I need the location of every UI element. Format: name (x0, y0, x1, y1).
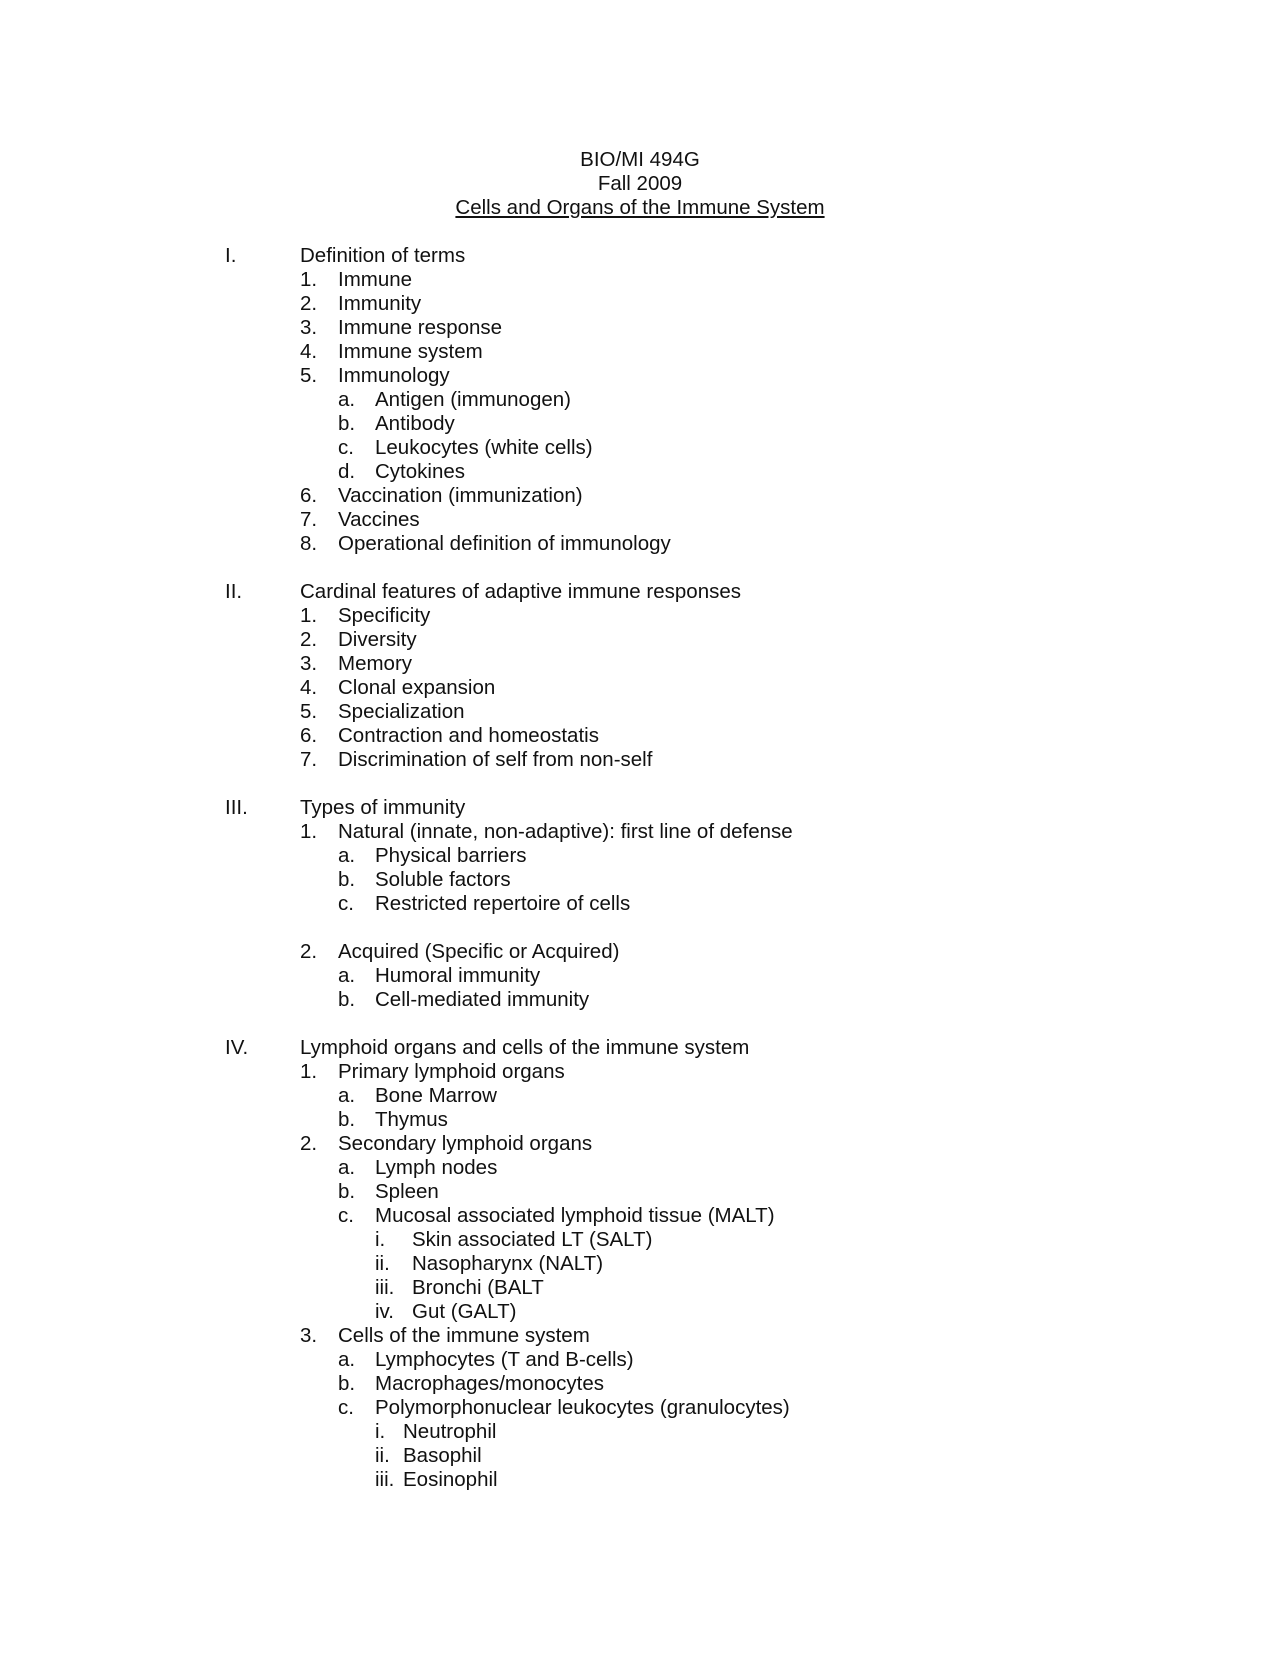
outline-subitem (0, 412, 1280, 436)
outline-subitem (0, 988, 1280, 1012)
list-marker: i. (375, 1420, 386, 1443)
outline-subsubitem (0, 1468, 1280, 1492)
list-text: Immune (338, 268, 413, 291)
outline-subitem (0, 1396, 1280, 1420)
list-text: Polymorphonuclear leukocytes (granulocytes) (375, 1396, 790, 1419)
list-marker: 8. (300, 532, 318, 555)
outline-item (0, 340, 1280, 364)
list-text: Immunity (338, 292, 422, 315)
list-text: Basophil (403, 1444, 482, 1467)
list-marker: a. (338, 1348, 356, 1371)
list-text: Vaccination (immunization) (338, 484, 583, 507)
outline-item (0, 700, 1280, 724)
course-code: BIO/MI 494G (580, 148, 700, 171)
list-marker: a. (338, 964, 356, 987)
outline-subitem (0, 388, 1280, 412)
outline-subitem (0, 1084, 1280, 1108)
outline-subitem (0, 1156, 1280, 1180)
list-marker: 2. (300, 292, 318, 315)
list-text: Natural (innate, non-adaptive): first line of defense (338, 820, 793, 843)
outline-item (0, 820, 1280, 844)
outline-item (0, 484, 1280, 508)
list-marker: b. (338, 412, 356, 435)
term: Fall 2009 (597, 172, 683, 195)
outline-subitem (0, 436, 1280, 460)
outline-subitem (0, 844, 1280, 868)
list-text: Mucosal associated lymphoid tissue (MALT) (375, 1204, 775, 1227)
list-marker: b. (338, 988, 356, 1011)
list-text: Secondary lymphoid organs (338, 1132, 593, 1155)
outline-subitem (0, 868, 1280, 892)
outline-subitem (0, 964, 1280, 988)
outline-item (0, 364, 1280, 388)
list-marker: IV. (225, 1036, 249, 1059)
outline-item (0, 532, 1280, 556)
list-marker: 1. (300, 1060, 318, 1083)
list-text: Immunology (338, 364, 450, 387)
section-heading (0, 580, 1280, 604)
list-text: Discrimination of self from non-self (338, 748, 653, 771)
outline-item (0, 652, 1280, 676)
blank-line (0, 772, 1280, 796)
section-heading (0, 1036, 1280, 1060)
list-marker: III. (225, 796, 248, 819)
section-heading (0, 244, 1280, 268)
outline-subitem (0, 892, 1280, 916)
list-marker: iii. (375, 1468, 395, 1491)
list-marker: 3. (300, 652, 318, 675)
outline-subitem (0, 1348, 1280, 1372)
list-text: Antibody (375, 412, 455, 435)
outline (0, 244, 1280, 1492)
document-title: Cells and Organs of the Immune System (455, 196, 825, 219)
list-marker: ii. (375, 1252, 390, 1275)
list-text: Leukocytes (white cells) (375, 436, 593, 459)
blank-line (0, 916, 1280, 940)
list-text: Neutrophil (403, 1420, 497, 1443)
list-marker: 1. (300, 820, 318, 843)
list-marker: a. (338, 388, 356, 411)
list-text: Specificity (338, 604, 431, 627)
list-text: Thymus (375, 1108, 448, 1131)
list-text: Cytokines (375, 460, 466, 483)
list-text: Physical barriers (375, 844, 527, 867)
outline-item (0, 724, 1280, 748)
blank-line (0, 556, 1280, 580)
list-marker: b. (338, 868, 356, 891)
list-marker: 1. (300, 268, 318, 291)
list-text: Types of immunity (300, 796, 466, 819)
list-marker: 6. (300, 724, 318, 747)
outline-subsubitem (0, 1444, 1280, 1468)
outline-item (0, 1060, 1280, 1084)
outline-item (0, 604, 1280, 628)
list-text: Definition of terms (300, 244, 466, 267)
list-marker: a. (338, 1084, 356, 1107)
list-marker: 1. (300, 604, 318, 627)
outline-item (0, 292, 1280, 316)
list-marker: 3. (300, 1324, 318, 1347)
list-marker: i. (375, 1228, 386, 1251)
outline-subsubitem (0, 1252, 1280, 1276)
list-marker: c. (338, 436, 354, 459)
list-text: Bone Marrow (375, 1084, 497, 1107)
list-text: Bronchi (BALT (412, 1276, 544, 1299)
list-marker: iv. (375, 1300, 394, 1323)
list-text: Humoral immunity (375, 964, 541, 987)
list-text: Skin associated LT (SALT) (412, 1228, 653, 1251)
blank-line (0, 1012, 1280, 1036)
list-text: Immune response (338, 316, 503, 339)
list-text: Specialization (338, 700, 465, 723)
list-marker: II. (225, 580, 243, 603)
list-marker: 2. (300, 1132, 318, 1155)
list-marker: 7. (300, 508, 318, 531)
outline-item (0, 676, 1280, 700)
outline-item (0, 316, 1280, 340)
list-marker: d. (338, 460, 356, 483)
list-marker: b. (338, 1180, 356, 1203)
list-marker: 3. (300, 316, 318, 339)
outline-subsubitem (0, 1300, 1280, 1324)
list-marker: ii. (375, 1444, 390, 1467)
list-text: Immune system (338, 340, 483, 363)
list-text: Lymphocytes (T and B-cells) (375, 1348, 634, 1371)
outline-subitem (0, 1204, 1280, 1228)
outline-subitem (0, 1108, 1280, 1132)
outline-item (0, 268, 1280, 292)
list-text: Nasopharynx (NALT) (412, 1252, 604, 1275)
list-text: Antigen (immunogen) (375, 388, 571, 411)
outline-subitem (0, 1180, 1280, 1204)
list-text: Acquired (Specific or Acquired) (338, 940, 620, 963)
outline-subitem (0, 1372, 1280, 1396)
list-text: Cells of the immune system (338, 1324, 590, 1347)
list-text: Cell-mediated immunity (375, 988, 590, 1011)
list-text: Eosinophil (403, 1468, 498, 1491)
list-text: Contraction and homeostatis (338, 724, 599, 747)
outline-subsubitem (0, 1276, 1280, 1300)
outline-subitem (0, 460, 1280, 484)
outline-item (0, 508, 1280, 532)
list-marker: 7. (300, 748, 318, 771)
document-header (0, 148, 1280, 220)
list-text: Lymphoid organs and cells of the immune system (300, 1036, 750, 1059)
list-marker: a. (338, 1156, 356, 1179)
outline-subsubitem (0, 1228, 1280, 1252)
list-text: Restricted repertoire of cells (375, 892, 631, 915)
outline-subsubitem (0, 1420, 1280, 1444)
list-text: Vaccines (338, 508, 420, 531)
list-marker: b. (338, 1372, 356, 1395)
list-text: Soluble factors (375, 868, 511, 891)
list-text: Spleen (375, 1180, 439, 1203)
list-marker: b. (338, 1108, 356, 1131)
outline-item (0, 940, 1280, 964)
list-marker: 5. (300, 364, 318, 387)
list-marker: 2. (300, 628, 318, 651)
outline-item (0, 628, 1280, 652)
list-marker: c. (338, 1204, 354, 1227)
list-marker: iii. (375, 1276, 395, 1299)
list-text: Primary lymphoid organs (338, 1060, 565, 1083)
list-text: Macrophages/monocytes (375, 1372, 605, 1395)
list-marker: 5. (300, 700, 318, 723)
list-text: Memory (338, 652, 413, 675)
list-text: Operational definition of immunology (338, 532, 671, 555)
list-marker: a. (338, 844, 356, 867)
list-marker: 4. (300, 676, 318, 699)
list-marker: 4. (300, 340, 318, 363)
list-marker: I. (225, 244, 237, 267)
outline-item (0, 1324, 1280, 1348)
outline-item (0, 748, 1280, 772)
list-marker: c. (338, 892, 354, 915)
list-text: Cardinal features of adaptive immune responses (300, 580, 741, 603)
list-text: Clonal expansion (338, 676, 496, 699)
outline-item (0, 1132, 1280, 1156)
list-text: Gut (GALT) (412, 1300, 517, 1323)
section-heading (0, 796, 1280, 820)
list-text: Diversity (338, 628, 417, 651)
list-marker: 6. (300, 484, 318, 507)
list-marker: c. (338, 1396, 354, 1419)
list-text: Lymph nodes (375, 1156, 498, 1179)
list-marker: 2. (300, 940, 318, 963)
